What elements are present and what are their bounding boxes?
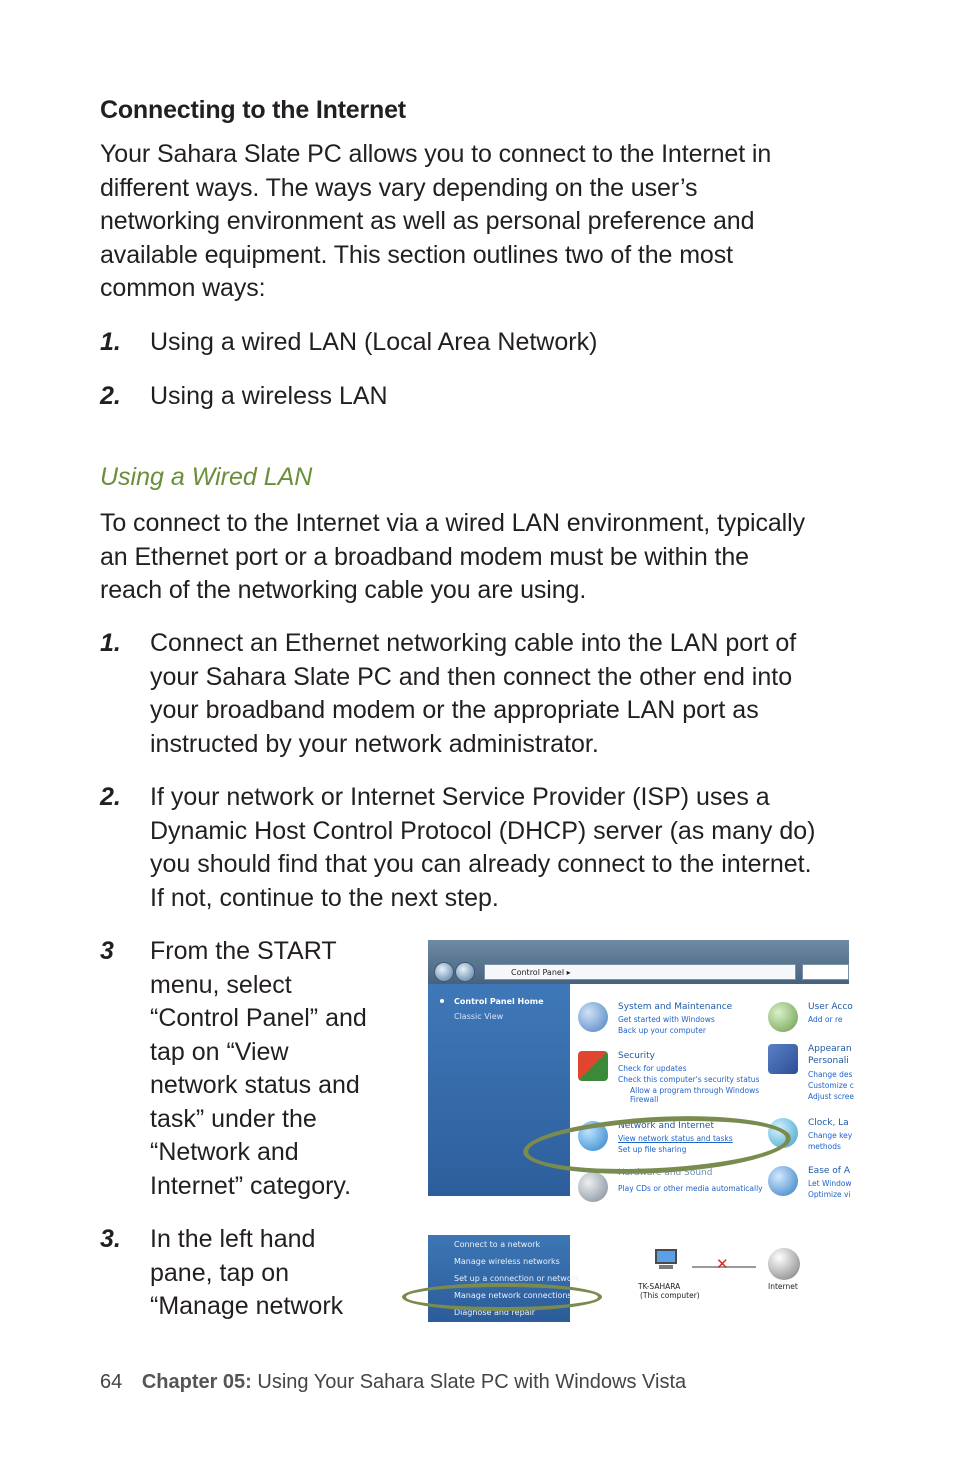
step-line: Dynamic Host Control Protocol (DHCP) server (as many do): [150, 816, 816, 845]
category-title[interactable]: Security: [618, 1051, 655, 1061]
step-text: [150, 1223, 343, 1324]
step-line: In the left hand: [150, 1225, 316, 1253]
manage-network-connections-link[interactable]: Manage network connections: [454, 1291, 572, 1300]
connect-to-network-link[interactable]: Connect to a network: [454, 1240, 541, 1249]
category-link[interactable]: Back up your computer: [618, 1026, 706, 1035]
step-line: instructed by your network administrator.: [150, 729, 599, 758]
bullet-icon: [440, 999, 444, 1003]
step-line: your Sahara Slate PC and then connect the other end into: [150, 662, 793, 691]
category-title[interactable]: Ease of A: [808, 1166, 850, 1176]
step-line: Connect an Ethernet networking cable into the LAN port of: [150, 629, 797, 657]
category-link[interactable]: Adjust scree: [808, 1092, 855, 1101]
step-line: you should find that you can already connect to the internet.: [150, 850, 812, 878]
diagnose-repair-link[interactable]: Diagnose and repair: [454, 1308, 536, 1317]
step-line: From the START: [150, 937, 337, 965]
step-line: Internet” category.: [150, 1171, 352, 1200]
internet-label: Internet: [768, 1282, 798, 1291]
step-line: pane, tap on: [150, 1258, 290, 1287]
step-line: network status and: [150, 1071, 360, 1099]
step-line: menu, select: [150, 970, 292, 999]
wired-intro-line: an Ethernet port or a broadband modem must be within the: [100, 542, 749, 571]
network-screenshot: [428, 1235, 849, 1322]
category-link[interactable]: Check this computer's security status: [618, 1075, 760, 1084]
intro-paragraph: [100, 138, 771, 306]
forward-button[interactable]: [455, 962, 475, 982]
category-link[interactable]: Set up file sharing: [618, 1145, 687, 1154]
category-link[interactable]: Add or re: [808, 1015, 843, 1024]
disconnected-x-icon: ✕: [716, 1255, 729, 1273]
page-number: 64: [100, 1371, 123, 1393]
step-line: “Network and: [150, 1138, 299, 1166]
shield-icon: [578, 1051, 608, 1081]
category-link[interactable]: Get started with Windows: [618, 1015, 715, 1024]
list-number: 2.: [100, 382, 121, 410]
step-number: 1.: [100, 629, 121, 657]
step-line: If not, continue to the next step.: [150, 883, 499, 912]
category-link[interactable]: Customize c: [808, 1081, 854, 1090]
step-line: task” under the: [150, 1104, 317, 1133]
step-number: 3: [100, 937, 114, 965]
highlight-circle: [402, 1283, 602, 1311]
step-number: 2.: [100, 783, 121, 811]
wired-intro-line: To connect to the Internet via a wired LAN environment, typically: [100, 509, 805, 537]
manage-wireless-networks-link[interactable]: Manage wireless networks: [454, 1257, 560, 1266]
category-title[interactable]: User Acco: [808, 1002, 853, 1012]
category-link[interactable]: Firewall: [630, 1095, 659, 1104]
computer-sub-label: (This computer): [640, 1291, 700, 1300]
chapter-title: Using Your Sahara Slate PC with Windows Vista: [251, 1371, 687, 1393]
address-text: Control Panel: [511, 968, 565, 977]
page-footer: [100, 1371, 686, 1394]
wired-intro-paragraph: [100, 507, 805, 608]
step-line: your broadband modem or the appropriate LAN port as: [150, 696, 759, 724]
view-network-status-link[interactable]: View network status and tasks: [618, 1134, 733, 1143]
intro-line: Your Sahara Slate PC allows you to connect to the Internet in: [100, 140, 772, 168]
step-line: If your network or Internet Service Provider (ISP) uses a: [150, 783, 770, 811]
search-input[interactable]: [802, 964, 849, 980]
intro-line: networking environment as well as personal preference and: [100, 207, 755, 235]
appearance-icon: [768, 1044, 798, 1074]
category-link[interactable]: Allow a program through Windows: [630, 1086, 760, 1095]
category-title[interactable]: Network and Internet: [618, 1121, 714, 1131]
list-text: Using a wireless LAN: [150, 382, 388, 410]
system-maintenance-icon: [578, 1002, 608, 1032]
intro-line: common ways:: [100, 274, 266, 302]
step-line: tap on “View: [150, 1037, 289, 1066]
category-link[interactable]: Change key: [808, 1131, 853, 1140]
subsection-heading: Using a Wired LAN: [100, 463, 313, 491]
step-line: “Manage network: [150, 1292, 344, 1320]
computer-icon: [653, 1249, 679, 1271]
category-link[interactable]: Let Window: [808, 1179, 852, 1188]
list-text: Using a wired LAN (Local Area Network): [150, 328, 598, 356]
users-icon: [768, 1002, 798, 1032]
internet-globe-icon: [768, 1248, 800, 1280]
classic-view-link[interactable]: Classic View: [454, 1012, 504, 1021]
wired-intro-line: reach of the networking cable you are using.: [100, 576, 587, 604]
list-number: 1.: [100, 328, 121, 356]
step-text: [150, 627, 796, 761]
category-link[interactable]: Personali: [808, 1056, 849, 1066]
category-link[interactable]: Optimize vi: [808, 1190, 851, 1199]
ease-of-access-icon: [768, 1166, 798, 1196]
address-bar[interactable]: Control Panel ▸: [484, 964, 796, 980]
category-title[interactable]: Hardware and Sound: [618, 1168, 713, 1178]
intro-line: available equipment. This section outlines two of the most: [100, 240, 733, 269]
setup-connection-link[interactable]: Set up a connection or network: [454, 1274, 580, 1283]
category-link[interactable]: methods: [808, 1142, 841, 1151]
control-panel-screenshot: [428, 940, 855, 1199]
back-button[interactable]: [434, 962, 454, 982]
section-heading: Connecting to the Internet: [100, 96, 406, 124]
category-title[interactable]: Clock, La: [808, 1118, 849, 1128]
hardware-icon: [578, 1172, 608, 1202]
category-title[interactable]: System and Maintenance: [618, 1002, 733, 1012]
category-link[interactable]: Play CDs or other media automatically: [618, 1184, 763, 1193]
intro-line: different ways. The ways vary depending on the user’s: [100, 173, 698, 202]
computer-name-label: TK-SAHARA: [638, 1282, 681, 1291]
category-link[interactable]: Change des: [808, 1070, 853, 1079]
step-text: [150, 781, 815, 915]
category-title[interactable]: Appearan: [808, 1044, 852, 1054]
step-number: 3.: [100, 1225, 121, 1253]
chapter-label: Chapter 05:: [141, 1371, 252, 1393]
category-link[interactable]: Check for updates: [618, 1064, 687, 1073]
control-panel-home-link[interactable]: Control Panel Home: [454, 997, 544, 1006]
step-text: [150, 935, 367, 1203]
step-line: “Control Panel” and: [150, 1004, 367, 1032]
